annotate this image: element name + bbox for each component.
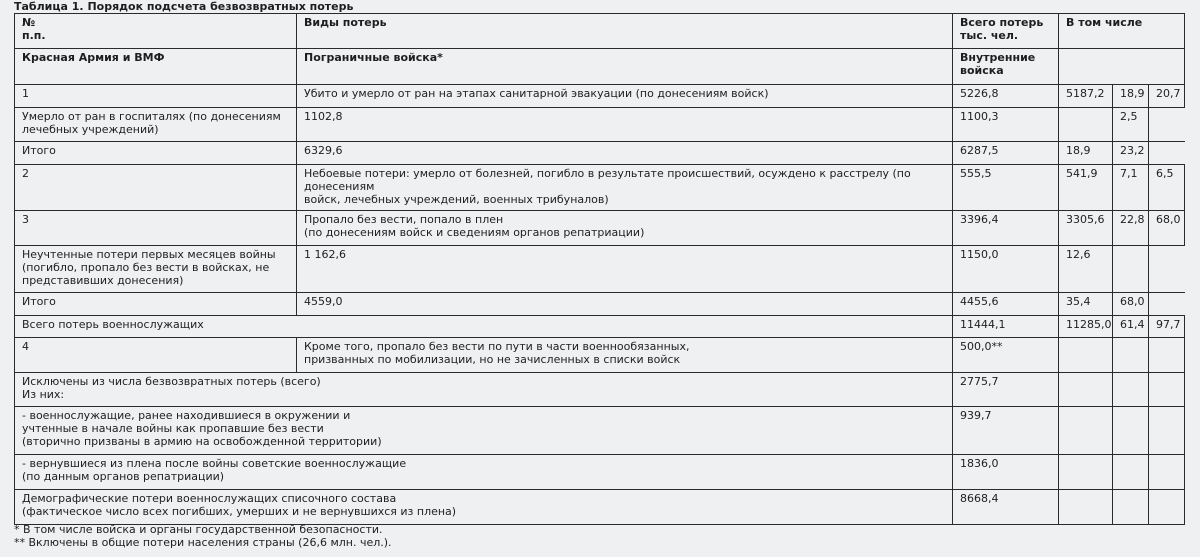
row-total: 5226,8 bbox=[953, 85, 1059, 108]
subheader-army: Красная Армия и ВМФ bbox=[15, 49, 297, 85]
row-a: 18,9 bbox=[1059, 142, 1113, 165]
row-b bbox=[1113, 373, 1149, 407]
row-c: 68,0 bbox=[1149, 211, 1185, 246]
table-row bbox=[15, 49, 1185, 85]
row-a: 541,9 bbox=[1059, 165, 1113, 211]
row-text: Кроме того, пропало без вести по пути в части военнообязанных, призванных по мобилизации, но не зачисленных в списки войск bbox=[297, 338, 953, 373]
footnote: * В том числе войска и органы государственной безопасности. bbox=[14, 523, 383, 536]
row-num: 3 bbox=[15, 211, 297, 246]
row-label: Исключены из числа безвозвратных потерь (всего) Из них: bbox=[15, 373, 953, 407]
row-a: 11285,0 bbox=[1059, 316, 1113, 338]
row-c bbox=[1149, 142, 1185, 165]
header-num: № п.п. bbox=[15, 14, 297, 49]
header-including: В том числе bbox=[1059, 14, 1185, 49]
header-kinds: Виды потерь bbox=[297, 14, 953, 49]
row-value: 1 162,6 bbox=[297, 246, 953, 293]
row-a: 12,6 bbox=[1059, 246, 1113, 293]
row-b: 68,0 bbox=[1113, 293, 1149, 316]
row-label: Демографические потери военнослужащих списочного состава (фактическое число всех погибших, умерших и не вернувшихся из плена) bbox=[15, 490, 953, 525]
table-row bbox=[15, 455, 1185, 490]
row-total: 500,0** bbox=[953, 338, 1059, 373]
row-b bbox=[1113, 246, 1149, 293]
row-c: 6,5 bbox=[1149, 165, 1185, 211]
table-row bbox=[15, 108, 1185, 142]
row-value: 1102,8 bbox=[297, 108, 953, 142]
row-label: - военнослужащие, ранее находившиеся в окружении и учтенные в начале войны как пропавшие без вести (вторично призваны в армию на освобожденной территории) bbox=[15, 407, 953, 455]
table-row bbox=[15, 338, 1185, 373]
row-b: 7,1 bbox=[1113, 165, 1149, 211]
row-c: 97,7 bbox=[1149, 316, 1185, 338]
table-row bbox=[15, 407, 1185, 455]
header-total: Всего потерь тыс. чел. bbox=[953, 14, 1059, 49]
table-row bbox=[15, 246, 1185, 293]
row-total: 8668,4 bbox=[953, 490, 1059, 525]
row-value: 4559,0 bbox=[297, 293, 953, 316]
row-b: 23,2 bbox=[1113, 142, 1149, 165]
row-total: 939,7 bbox=[953, 407, 1059, 455]
row-total: 2775,7 bbox=[953, 373, 1059, 407]
table-row bbox=[15, 211, 1185, 246]
row-c bbox=[1149, 490, 1185, 525]
table-row bbox=[15, 165, 1185, 211]
row-c bbox=[1149, 108, 1185, 142]
row-a bbox=[1059, 108, 1113, 142]
row-value: 6329,6 bbox=[297, 142, 953, 165]
row-label: - вернувшиеся из плена после войны советские военнослужащие (по данным органов репатриации) bbox=[15, 455, 953, 490]
row-total: 6287,5 bbox=[953, 142, 1059, 165]
table-row bbox=[15, 14, 1185, 49]
footnote: ** Включены в общие потери населения страны (26,6 млн. чел.). bbox=[14, 536, 392, 549]
row-a: 3305,6 bbox=[1059, 211, 1113, 246]
row-a bbox=[1059, 490, 1113, 525]
row-text: Пропало без вести, попало в плен (по донесениям войск и сведениям органов репатриации) bbox=[297, 211, 953, 246]
row-total: 4455,6 bbox=[953, 293, 1059, 316]
row-num: 2 bbox=[15, 165, 297, 211]
table-row bbox=[15, 142, 1185, 165]
row-a bbox=[1059, 373, 1113, 407]
row-c: 20,7 bbox=[1149, 85, 1185, 108]
row-total: 11444,1 bbox=[953, 316, 1059, 338]
row-c bbox=[1149, 246, 1185, 293]
table-row bbox=[15, 293, 1185, 316]
table-row bbox=[15, 85, 1185, 108]
subheader-internal: Внутренние войска bbox=[953, 49, 1059, 85]
row-a bbox=[1059, 407, 1113, 455]
row-c bbox=[1149, 373, 1185, 407]
table-row bbox=[15, 373, 1185, 407]
row-text: Небоевые потери: умерло от болезней, погибло в результате происшествий, осуждено к расстрелу (по донесениям войск, лечебных учреждений, военных трибуналов) bbox=[297, 165, 953, 211]
row-b bbox=[1113, 455, 1149, 490]
row-a bbox=[1059, 455, 1113, 490]
row-c bbox=[1149, 455, 1185, 490]
row-num: 1 bbox=[15, 85, 297, 108]
row-b: 61,4 bbox=[1113, 316, 1149, 338]
row-num: 4 bbox=[15, 338, 297, 373]
row-label: Умерло от ран в госпиталях (по донесениям лечебных учреждений) bbox=[15, 108, 297, 142]
row-b: 2,5 bbox=[1113, 108, 1149, 142]
row-total: 1150,0 bbox=[953, 246, 1059, 293]
row-total: 3396,4 bbox=[953, 211, 1059, 246]
row-b: 22,8 bbox=[1113, 211, 1149, 246]
row-b bbox=[1113, 338, 1149, 373]
row-b: 18,9 bbox=[1113, 85, 1149, 108]
losses-table bbox=[14, 13, 1185, 525]
row-c bbox=[1149, 293, 1185, 316]
row-total: 1836,0 bbox=[953, 455, 1059, 490]
row-c bbox=[1149, 407, 1185, 455]
subheader-empty bbox=[1059, 49, 1185, 85]
subheader-border: Пограничные войска* bbox=[297, 49, 953, 85]
row-label: Итого bbox=[15, 293, 297, 316]
row-total: 1100,3 bbox=[953, 108, 1059, 142]
row-text: Убито и умерло от ран на этапах санитарной эвакуации (по донесениям войск) bbox=[297, 85, 953, 108]
row-label: Неучтенные потери первых месяцев войны (погибло, пропало без вести в войсках, не представивших донесения) bbox=[15, 246, 297, 293]
row-a bbox=[1059, 338, 1113, 373]
row-b bbox=[1113, 490, 1149, 525]
table-caption: Таблица 1. Порядок подсчета безвозвратных потерь bbox=[14, 0, 354, 13]
table-row bbox=[15, 316, 1185, 338]
row-label: Итого bbox=[15, 142, 297, 165]
row-a: 5187,2 bbox=[1059, 85, 1113, 108]
footnotes bbox=[14, 523, 392, 549]
row-a: 35,4 bbox=[1059, 293, 1113, 316]
row-label: Всего потерь военнослужащих bbox=[15, 316, 953, 338]
row-total: 555,5 bbox=[953, 165, 1059, 211]
table-row bbox=[15, 490, 1185, 525]
row-b bbox=[1113, 407, 1149, 455]
row-c bbox=[1149, 338, 1185, 373]
